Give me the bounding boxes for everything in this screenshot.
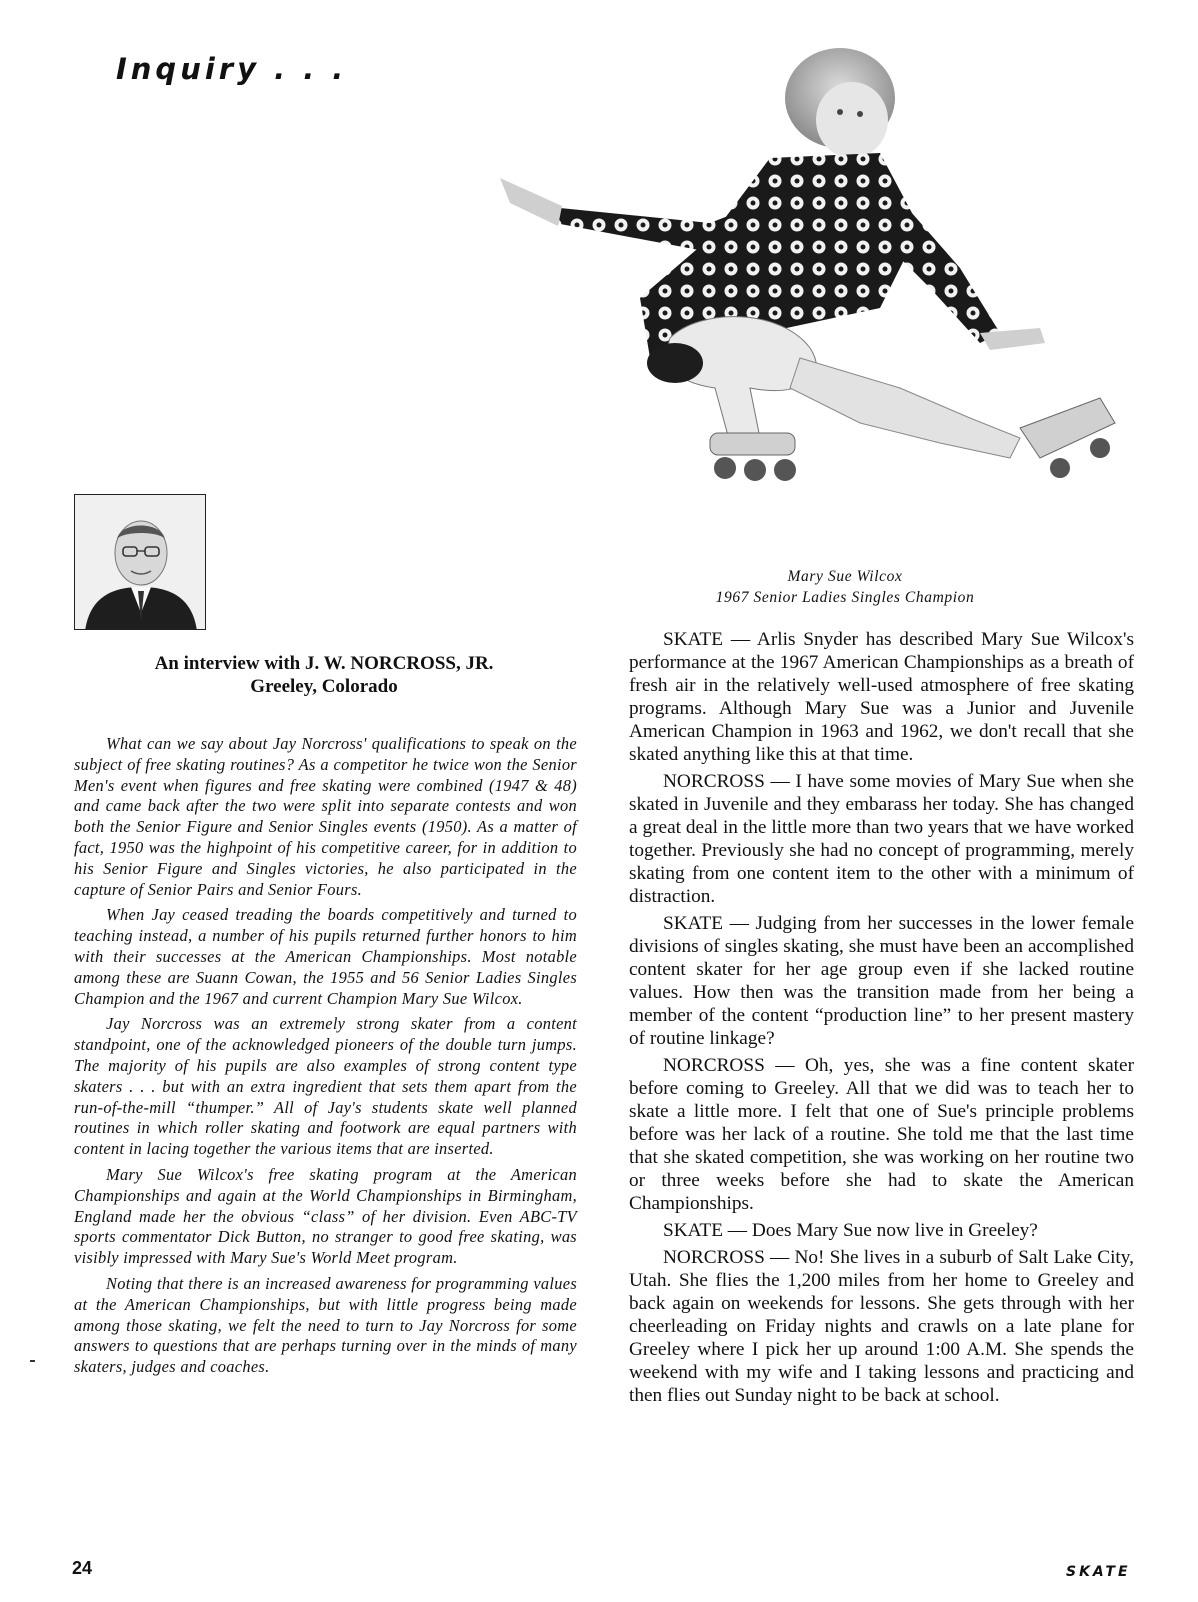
interview-paragraph: SKATE — Does Mary Sue now live in Greeley? [663, 1220, 1038, 1241]
skater-photo [500, 38, 1150, 518]
interview-paragraph: NORCROSS — No! She lives in a suburb of Salt Lake City, Utah. She flies the 1,200 miles from her home to Greeley and back again on weekends for lessons. She gets through with her cheerleading on Friday nights and crawls on a late plane for Greeley where I pick her up around 1:00 A.M. She spends the weekend with my wife and I taking lessons and practicing and then flies out Sunday night to be back at school. [629, 1247, 1134, 1406]
intro-paragraph: Mary Sue Wilcox's free skating program at the American Championships and again at the World Championships in Birmingham, England made her the obvious “class” of her division. Even ABC-TV sports commentator Dick Button, no stranger to good free skating, was visibly impressed with Mary Sue's World Meet program. [74, 1164, 577, 1268]
byline-name: An interview with J. W. NORCROSS, JR. [154, 653, 494, 674]
intro-text [74, 734, 577, 1383]
interview-paragraph: NORCROSS — Oh, yes, she was a fine content skater before coming to Greeley. All that we did was to teach her to skate a little more. I felt that one of Sue's principle problems before was her lack of a routine. She told me that the last time that she skated competition, she was working on her routine two or three weeks before she had to skate the American Championships. [629, 1055, 1134, 1214]
interview-paragraph: SKATE — Judging from her successes in the lower female divisions of singles skating, she must have been an accomplished content skater for her age group even if she lacked routine values. How then was the transition made from her being a member of the content “production line” to her present mastery of routine linkage? [629, 913, 1134, 1049]
photo-caption [620, 566, 1070, 608]
intro-paragraph: Noting that there is an increased awareness for programming values at the American Championships, but with little progress being made among those skating, we felt the need to turn to Jay Norcross for some answers to questions that are perhaps turning over in the minds of many skaters, judges and coaches. [74, 1273, 577, 1377]
byline-location: Greeley, Colorado [250, 676, 398, 697]
page-number: 24 [72, 1558, 93, 1578]
magazine-name: SKATE [1066, 1564, 1131, 1580]
caption-title: 1967 Senior Ladies Singles Champion [715, 589, 975, 606]
interview-paragraph: NORCROSS — I have some movies of Mary Sue when she skated in Juvenile and they embarass her today. She has changed a great deal in the little more than two years that we have worked together. Previously she had no concept of programming, merely skating from one content item to the other with a minimum of distraction. [629, 771, 1134, 907]
intro-paragraph: Jay Norcross was an extremely strong skater from a content standpoint, one of the acknowledged pioneers of the double turn jumps. The majority of his pupils are also examples of strong content type skaters . . . but with an extra ingredient that sets them apart from the run-of-the-mill “thumper.” All of Jay's students skate well planned routines in which roller skating and footwork are equal partners with content in lacing together the various items that are inserted. [74, 1014, 577, 1159]
section-title: Inquiry . . . [116, 52, 348, 86]
portrait-image [75, 495, 206, 630]
interview-paragraph: SKATE — Arlis Snyder has described Mary Sue Wilcox's performance at the 1967 American Championships as a breath of fresh air in the relatively well-used atmosphere of free skating programs. Although Mary Sue was a Junior and Juvenile American Champion in 1963 and 1962, we don't recall that she skated anything like this at that time. [629, 629, 1134, 765]
margin-mark [30, 1360, 35, 1362]
byline [74, 652, 574, 698]
intro-paragraph: What can we say about Jay Norcross' qualifications to speak on the subject of free skating routines? As a competitor he twice won the Senior Men's event when figures and free skating were combined (1947 & 48) and came back after the two were split into separate contests and won both the Senior Figure and Senior Singles events (1950). As a matter of fact, 1950 was the highpoint of his competitive career, for in addition to his Senior Figure and Singles victories, he also participated in the capture of Senior Pairs and Senior Fours. [74, 734, 577, 899]
interview-text [629, 628, 1134, 1411]
portrait-photo [74, 494, 206, 630]
intro-paragraph: When Jay ceased treading the boards competitively and turned to teaching instead, a number of his pupils returned further honors to him with their successes at the American Championships. Most notable among these are Suann Cowan, the 1955 and 56 Senior Ladies Singles Champion and the 1967 and current Champion Mary Sue Wilcox. [74, 905, 577, 1008]
caption-name: Mary Sue Wilcox [787, 568, 903, 585]
